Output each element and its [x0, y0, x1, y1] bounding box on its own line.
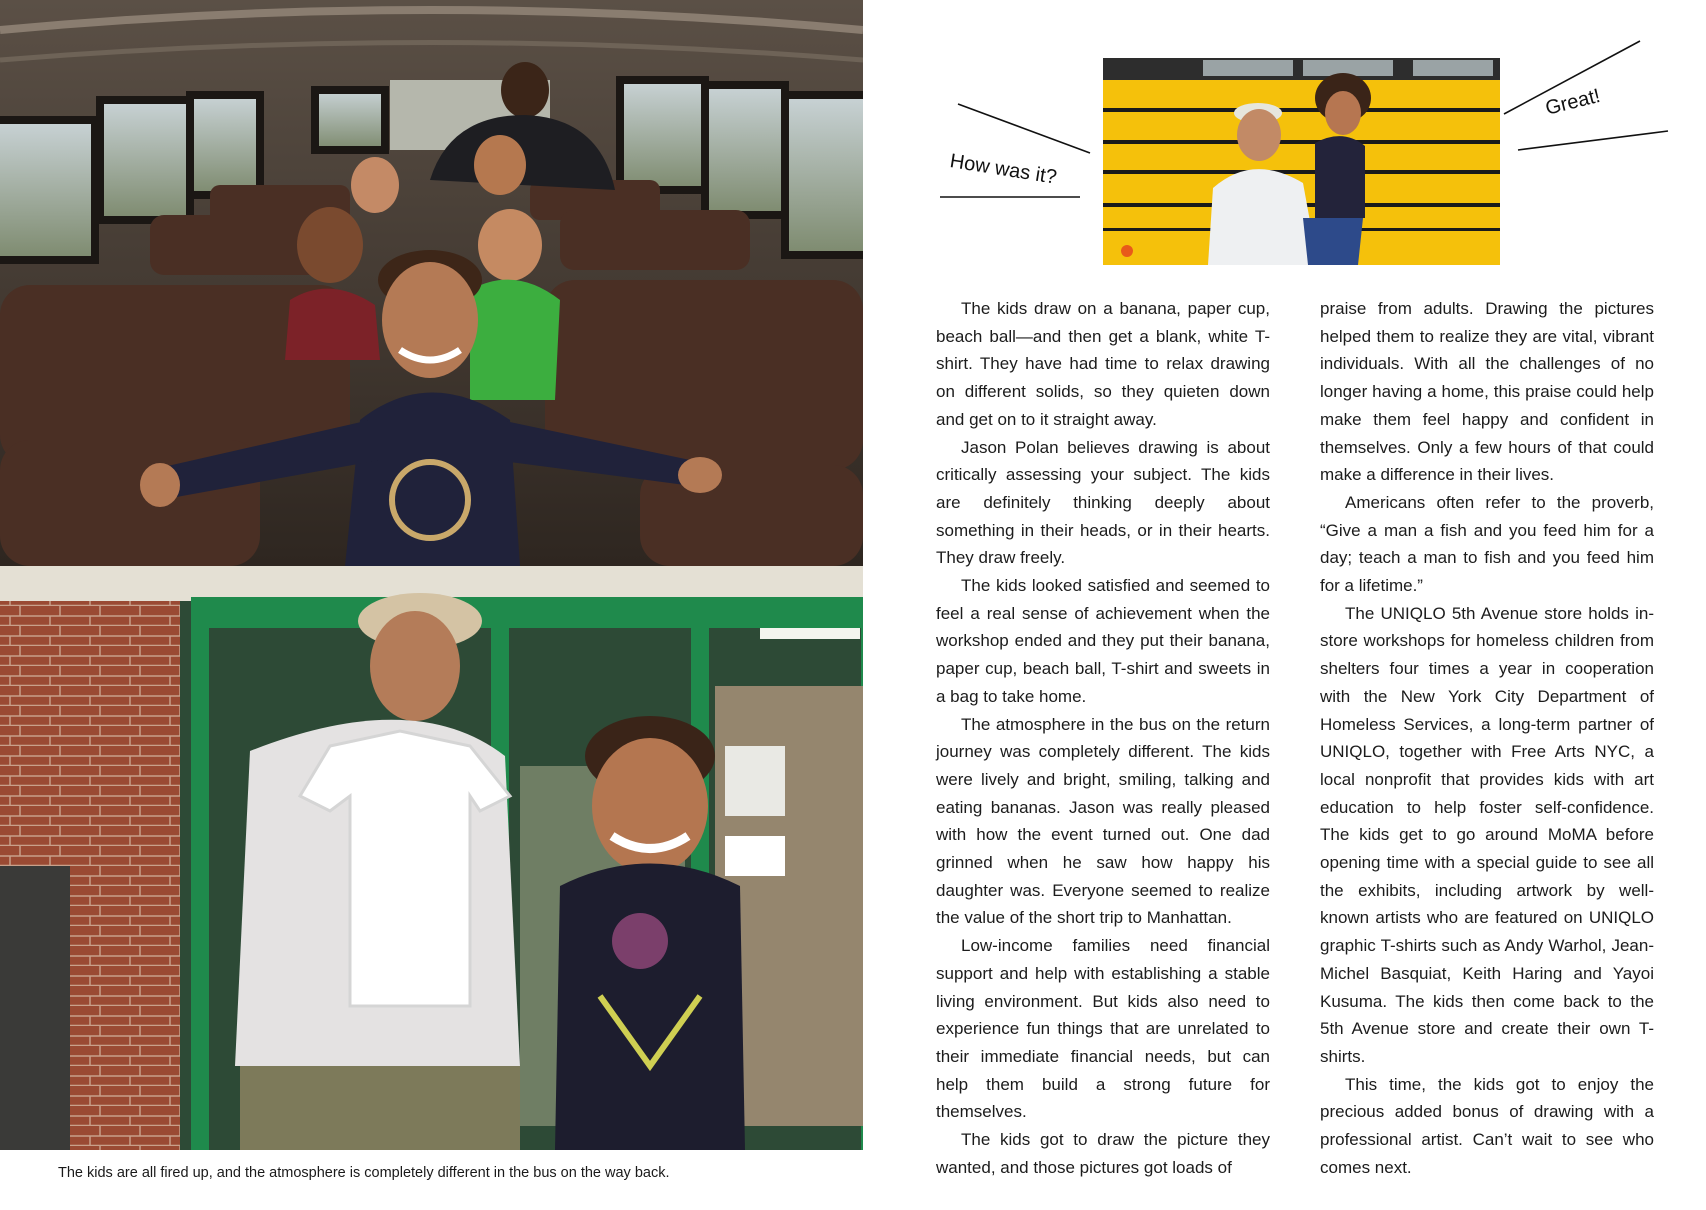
paragraph: The atmosphere in the bus on the return journey was completely different. The kids were lively and bright, smiling, talking and eating bananas. Jason was really pleased with how the event turned out. One dad grinned when he saw how happy his daughter was. Everyone seemed to realize the value of the short trip to Manhattan.: [936, 714, 1270, 928]
paragraph: This time, the kids got to enjoy the precious added bonus of drawing with a professional artist. Can’t wait to see who comes next.: [1320, 1074, 1654, 1177]
photo-father-holding-daughter-bus: [1103, 58, 1500, 265]
paragraph: praise from adults. Drawing the pictures helped them to realize they are vital, vibrant individuals. With all the challenges of no longer having a home, this praise could help make them feel happy and confident in themselves. Only a few hours of that could make a difference in their lives.: [1320, 299, 1654, 485]
paragraph: The UNIQLO 5th Avenue store holds in-store workshops for homeless children from shelters four times a year in cooperation with the New York City Department of Homeless Services, a long-term partner of UNIQLO, together with Free Arts NYC, a local nonprofit that provides kids with art education to help foster self-confidence. The kids get to go around MoMA before opening time with a special guide to see all the exhibits, including artwork by well-known artists who are featured on UNIQLO graphic T-shirts such as Andy Warhol, Jean-Michel Basquiat, Keith Haring and Yayoi Kusuma. The kids then come back to the 5th Avenue store and create their own T-shirts.: [1320, 603, 1654, 1066]
paragraph: Americans often refer to the proverb, “Give a man a fish and you feed him for a day; teach a man to fish and you feed him for a lifetime.”: [1320, 492, 1654, 596]
paragraph: The kids looked satisfied and seemed to feel a real sense of achievement when the workshop ended and they put their banana, paper cup, beach ball, T-shirt and sweets in a bag to take home.: [936, 576, 1270, 706]
photo-caption: The kids are all fired up, and the atmosphere is completely different in the bus on the way back.: [58, 1165, 670, 1181]
article-column-right: [1320, 295, 1654, 1182]
paragraph: The kids got to draw the picture they wanted, and those pictures got loads of: [936, 1130, 1270, 1177]
paragraph: The kids draw on a banana, paper cup, beach ball—and then get a blank, white T-shirt. They have had time to relax drawing on different solids, so they quieten down and get on to it straight away.: [936, 299, 1270, 429]
article-column-left: [936, 295, 1270, 1182]
speech-how-was-it: How was it?: [948, 150, 1059, 189]
speech-great: Great!: [1543, 84, 1603, 120]
paragraph: Low-income families need financial support and help with establishing a stable living environment. But kids also need to experience fun things that are unrelated to their immediate financial needs, but can help them build a strong future for themselves.: [936, 936, 1270, 1122]
paragraph: Jason Polan believes drawing is about critically assessing your subject. The kids are definitely thinking deeply about something in their heads, or in their hearts. They draw freely.: [936, 437, 1270, 568]
